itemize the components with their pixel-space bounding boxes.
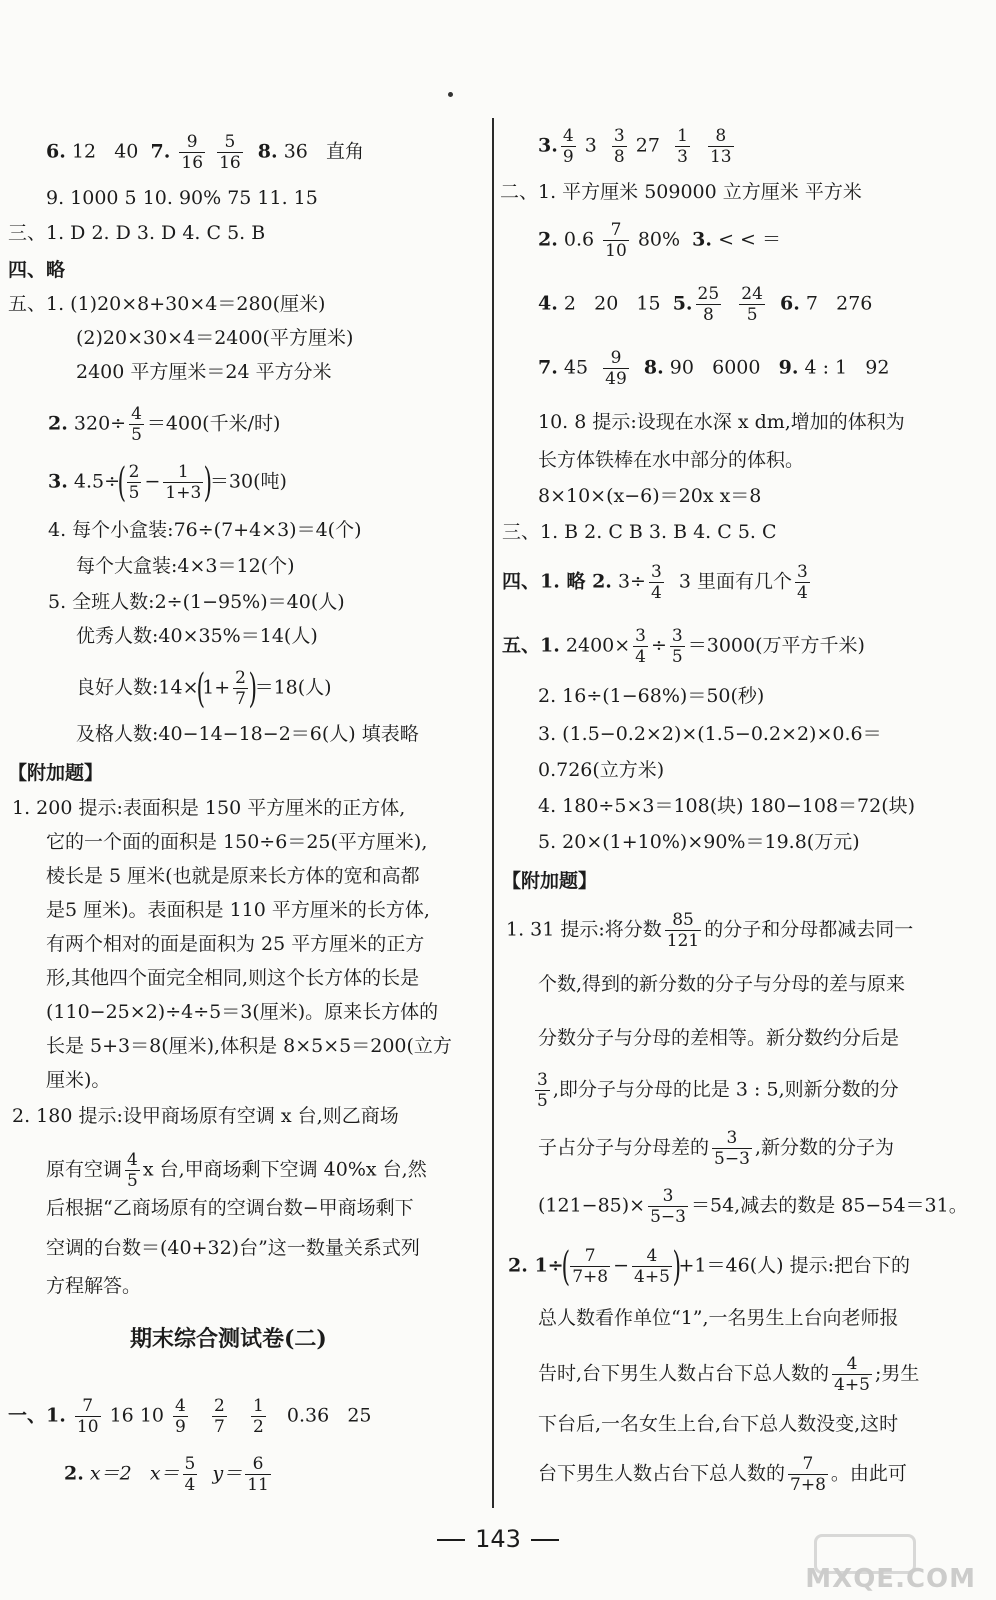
answer-line: 它的一个面的面积是 150÷6＝25(平方厘米), (46, 831, 428, 853)
answer-line: 方程解答。 (46, 1275, 142, 1297)
answer-line: 一、1. $\frac{7}{10}$ 16 10 $\frac{4}{9}$ $\frac{2}{7}$ $\frac{1}{2}$ 0.36 25 (8, 1396, 372, 1437)
fraction: $\frac{2}{7}$ (235, 668, 246, 709)
answer-line: 0.726(立方米) (538, 759, 665, 781)
test-title: 期末综合测试卷(二) (130, 1326, 327, 1352)
answer-line: 优秀人数:40×35%＝14(人) (76, 625, 318, 647)
fraction: $\frac{4}{5}$ (131, 404, 142, 445)
answer-line: 五、1. (1)20×8+30×4＝280(厘米) (8, 293, 326, 315)
answer-line: 2. x＝2 x＝ $\frac{5}{4}$ y＝ $\frac{6}{11}$ (64, 1454, 269, 1495)
answer-line: 台下男生人数占台下总人数的 $\frac{7}{7+8}$ 。由此可 (538, 1454, 907, 1495)
fraction: $\frac{1}{2}$ (252, 1396, 264, 1437)
fraction: $\frac{4}{9}$ (562, 126, 574, 167)
answer-line: 2. 320÷ $\frac{4}{5}$ ＝400(千米/时) (48, 404, 281, 445)
print-dot (448, 92, 453, 97)
answer-line: 长是 5+3＝8(厘米),体积是 8×5×5＝200(立方 (46, 1035, 452, 1057)
answer-line: 4. 2 20 15 5. $\frac{25}{8}$ $\frac{24}{5}$ 6. 7 276 (538, 284, 873, 325)
fraction: $\frac{8}{13}$ (709, 126, 732, 167)
fraction: $\frac{5}{16}$ (219, 132, 241, 173)
answer-line: 空调的台数＝(40+32)台”这一数量关系式列 (46, 1237, 420, 1259)
answer-line: 三、1. D 2. D 3. D 4. C 5. B (8, 222, 266, 244)
answer-line: 9. 1000 5 10. 90% 75 11. 15 (46, 187, 318, 209)
answer-line: 后根据“乙商场原有的空调台数−甲商场剩下 (46, 1197, 414, 1219)
fraction: $\frac{24}{5}$ (741, 284, 763, 325)
answer-line: 3. $\frac{4}{9}$ 3 $\frac{3}{8}$ 27 $\frac{1}{3}$ $\frac{8}{13}$ (538, 126, 732, 167)
answer-line: 3. 4.5÷( $\frac{2}{5}$ − $\frac{1}{1+3}$ )＝30(吨) (48, 459, 287, 506)
answer-line: (110−25×2)÷4÷5＝3(厘米)。原来长方体的 (46, 1001, 439, 1023)
answer-line: (121−85)× $\frac{3}{5-3}$ ＝54,减去的数是 85−54＝31。 (538, 1186, 968, 1227)
watermark-logo: MXQE.COM (810, 1534, 976, 1594)
answer-line: 2. 180 提示:设甲商场原有空调 x 台,则乙商场 (12, 1105, 399, 1127)
answer-line: 是5 厘米)。表面积是 110 平方厘米的长方体, (46, 899, 430, 921)
answer-line: 及格人数:40−14−18−2＝6(人) 填表略 (76, 723, 419, 745)
fraction: $\frac{7}{7+8}$ (572, 1246, 609, 1287)
fraction: $\frac{1}{1+3}$ (165, 462, 202, 503)
fraction: $\frac{9}{49}$ (605, 348, 627, 389)
fraction: $\frac{4}{9}$ (175, 1396, 186, 1437)
section-heading: 【附加题】 (502, 870, 598, 892)
answer-line: 原有空调 $\frac{4}{5}$ x 台,甲商场剩下空调 40%x 台,然 (46, 1150, 427, 1191)
answer-line: 10. 8 提示:设现在水深 x dm,增加的体积为 (538, 411, 905, 433)
fraction: $\frac{25}{8}$ (697, 284, 720, 325)
answer-line: 二、1. 平方厘米 509000 立方厘米 平方米 (500, 181, 862, 203)
fraction: $\frac{3}{5-3}$ (714, 1128, 750, 1169)
answer-line: 2. 1÷( $\frac{7}{7+8}$ − $\frac{4}{4+5}$ )+1＝46(人) 提示:把台下的 (508, 1243, 910, 1290)
section-heading: 四、略 (8, 259, 66, 281)
answer-line: 棱长是 5 厘米(也就是原来长方体的宽和高都 (46, 865, 420, 887)
fraction: $\frac{85}{121}$ (666, 910, 700, 951)
fraction: $\frac{7}{7+8}$ (790, 1454, 826, 1495)
fraction: $\frac{4}{5}$ (127, 1150, 138, 1191)
fraction: $\frac{2}{7}$ (214, 1396, 225, 1437)
answer-line: 形,其他四个面完全相同,则这个长方体的长是 (46, 967, 420, 989)
answer-line: 分数分子与分母的差相等。新分数约分后是 (538, 1027, 900, 1049)
answer-line: 1. 200 提示:表面积是 150 平方厘米的正方体, (12, 797, 406, 819)
fraction: $\frac{7}{10}$ (605, 220, 627, 261)
answer-line: 厘米)。 (46, 1069, 111, 1091)
answer-line: 有两个相对的面是面积为 25 平方厘米的正方 (46, 933, 425, 955)
page-number: 143 (0, 1525, 996, 1553)
answer-line: 总人数看作单位“1”,一名男生上台向老师报 (538, 1307, 899, 1329)
fraction: $\frac{3}{5-3}$ (650, 1186, 686, 1227)
fraction: $\frac{4}{4+5}$ (834, 1354, 870, 1395)
fraction: $\frac{5}{4}$ (184, 1454, 196, 1495)
answer-line: 8×10×(x−6)＝20x x＝8 (538, 485, 762, 507)
answer-line: 三、1. B 2. C B 3. B 4. C 5. C (502, 521, 777, 543)
answer-line: 五、1. 2400× $\frac{3}{4}$ ÷ $\frac{3}{5}$ ＝3000(万平方千米) (502, 626, 865, 667)
answer-line: 长方体铁棒在水中部分的体积。 (538, 449, 805, 471)
answer-line: 每个大盒装:4×3＝12(个) (76, 555, 295, 577)
column-divider (492, 118, 494, 1508)
answer-line: 个数,得到的新分数的分子与分母的差与原来 (538, 973, 906, 995)
fraction: $\frac{6}{11}$ (247, 1454, 269, 1495)
fraction: $\frac{3}{8}$ (613, 126, 625, 167)
answer-line: 良好人数:14×(1+ $\frac{2}{7}$ )＝18(人) (76, 665, 332, 712)
answer-line: (2)20×30×4＝2400(平方厘米) (76, 327, 354, 349)
answer-line: 5. 20×(1+10%)×90%＝19.8(万元) (538, 831, 860, 853)
fraction: $\frac{9}{16}$ (181, 132, 204, 173)
fraction: $\frac{3}{5}$ (671, 626, 683, 667)
section-heading: 【附加题】 (8, 762, 104, 784)
answer-line: 2. 16÷(1−68%)＝50(秒) (538, 685, 765, 707)
answer-line: 1. 31 提示:将分数 $\frac{85}{121}$ 的分子和分母都减去同一 (506, 910, 914, 951)
answer-line: 6. 12 40 7. $\frac{9}{16}$ $\frac{5}{16}$ 8. 36 直角 (46, 132, 365, 173)
answer-line: 7. 45 $\frac{9}{49}$ 8. 90 6000 9. 4 : 1 92 (538, 348, 890, 389)
answer-line: 四、1. 略 2. 3÷ $\frac{3}{4}$ 3 里面有几个 $\frac{3}{4}$ (502, 562, 808, 603)
fraction: $\frac{1}{3}$ (677, 126, 688, 167)
answer-line: 2400 平方厘米＝24 平方分米 (76, 361, 332, 383)
fraction: $\frac{4}{4+5}$ (634, 1246, 670, 1287)
answer-line: 告时,台下男生人数占台下总人数的 $\frac{4}{4+5}$ ;男生 (538, 1354, 920, 1395)
answer-line: $\frac{3}{5}$ ,即分子与分母的比是 3 : 5,则新分数的分 (537, 1070, 899, 1111)
answer-line: 子占分子与分母差的 $\frac{3}{5-3}$ ,新分数的分子为 (538, 1128, 894, 1169)
answer-line: 4. 180÷5×3＝108(块) 180−108＝72(块) (538, 795, 916, 817)
answer-line: 3. (1.5−0.2×2)×(1.5−0.2×2)×0.6＝ (538, 723, 882, 745)
answer-line: 4. 每个小盒装:76÷(7+4×3)＝4(个) (48, 519, 362, 541)
answer-line: 5. 全班人数:2÷(1−95%)＝40(人) (48, 591, 345, 613)
fraction: $\frac{2}{5}$ (128, 462, 140, 503)
answer-line: 下台后,一名女生上台,台下总人数没变,这时 (538, 1413, 899, 1435)
fraction: $\frac{3}{4}$ (797, 562, 808, 603)
fraction: $\frac{3}{4}$ (650, 562, 662, 603)
fraction: $\frac{3}{4}$ (635, 626, 646, 667)
fraction: $\frac{3}{5}$ (537, 1070, 548, 1111)
answer-line: 2. 0.6 $\frac{7}{10}$ 80% 3. < < ＝ (538, 220, 781, 261)
fraction: $\frac{7}{10}$ (76, 1396, 99, 1437)
